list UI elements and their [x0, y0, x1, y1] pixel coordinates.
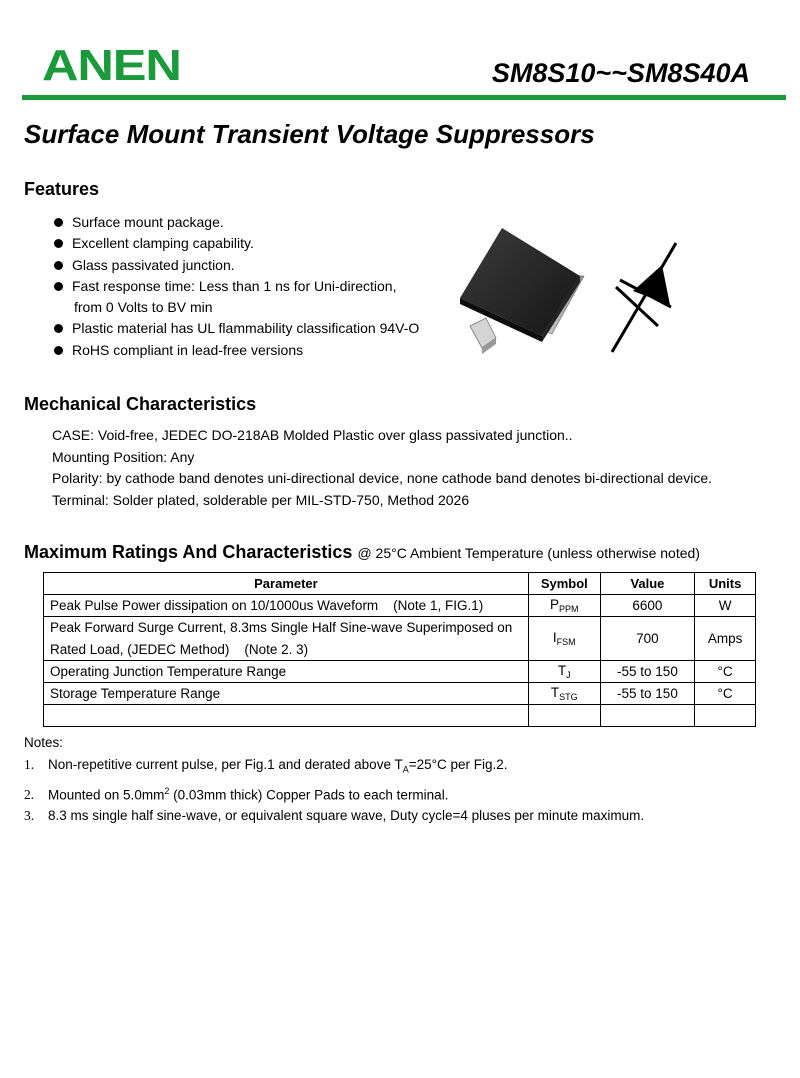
document-title: Surface Mount Transient Voltage Suppressors [24, 119, 595, 149]
notes-title: Notes: [24, 735, 64, 750]
mechanical-heading: Mechanical Characteristics [24, 394, 257, 414]
empty-cell [44, 705, 529, 727]
diode-symbol-icon [600, 240, 690, 356]
mechanical-line: Terminal: Solder plated, solderable per MIL-STD-750, Method 2026 [52, 491, 470, 508]
symbol-cell: $I_{FSM}$ [528, 617, 600, 661]
ratings-heading-text: Maximum Ratings And Characteristics [24, 542, 353, 562]
col-header-parameter: Parameter [44, 573, 529, 595]
parameter-cell: Peak Pulse Power dissipation on 10/1000us Waveform (Note 1, FIG.1) [44, 595, 529, 617]
bullet-icon [54, 218, 63, 227]
note-number: 3. [24, 808, 35, 824]
mechanical-text [52, 425, 712, 511]
feature-item-continuation: from 0 Volts to BV min [74, 299, 213, 316]
ratings-heading [24, 543, 700, 561]
empty-cell [600, 705, 694, 727]
part-number-range: SM8S10~~SM8S40A [491, 58, 750, 88]
feature-item: Plastic material has UL flammability classification 94V-O [50, 318, 419, 339]
mechanical-line: Polarity: by cathode band denotes uni-directional device, none cathode band denotes bi-directional device. [52, 470, 712, 486]
ratings-condition: @ 25°C Ambient Temperature (unless otherwise noted) [357, 545, 700, 561]
company-logo: ANEN [42, 41, 181, 90]
table-header-row [44, 573, 756, 595]
value-cell: -55 to 150 [600, 683, 694, 705]
notes-list [24, 754, 644, 826]
units-cell: Amps [695, 617, 756, 661]
empty-cell [695, 705, 756, 727]
feature-item: Glass passivated junction. [50, 255, 419, 276]
units-cell: °C [695, 683, 756, 705]
note-item: 3. 8.3 ms single half sine-wave, or equivalent square wave, Duty cycle=4 pluses per minute maximum. [24, 805, 644, 826]
features-heading: Features [24, 179, 100, 199]
bullet-icon [54, 282, 63, 291]
table-row [44, 683, 756, 705]
units-cell: W [695, 595, 756, 617]
table-row [44, 595, 756, 617]
note-item: 2. Mounted on $5.0mm^2$ (0.03mm thick) Copper Pads to each terminal. [24, 781, 644, 806]
symbol-cell: $P_{PPM}$ [528, 595, 600, 617]
parameter-cell: Storage Temperature Range [44, 683, 529, 705]
bullet-icon [54, 239, 63, 248]
bullet-icon [54, 346, 63, 355]
ratings-table [43, 572, 756, 727]
parameter-cell: Operating Junction Temperature Range [44, 661, 529, 683]
feature-item: Fast response time: Less than 1 ns for Uni-direction, [50, 276, 419, 297]
symbol-cell: $T_J$ [528, 661, 600, 683]
bullet-icon [54, 261, 63, 270]
value-cell: 700 [600, 617, 694, 661]
feature-item: Surface mount package. [50, 212, 419, 233]
col-header-units: Units [695, 573, 756, 595]
mechanical-line: CASE: Void-free, JEDEC DO-218AB Molded Plastic over glass passivated junction.. [52, 427, 573, 443]
mechanical-line: Mounting Position: Any [52, 448, 195, 465]
note-item: 1. Non-repetitive current pulse, per Fig.1 and derated above $T_A=25^\circ C$ per Fig.2. [24, 754, 644, 781]
table-row [44, 661, 756, 683]
col-header-value: Value [600, 573, 694, 595]
table-row [44, 617, 756, 661]
value-cell: -55 to 150 [600, 661, 694, 683]
feature-item: RoHS compliant in lead-free versions [50, 340, 419, 361]
parameter-cell: Peak Forward Surge Current, 8.3ms Single Half Sine-wave Superimposed on Rated Load, (JEDEC Method) (Note 2. 3) [44, 617, 529, 661]
units-cell: °C [695, 661, 756, 683]
empty-cell [528, 705, 600, 727]
package-image [452, 218, 587, 358]
table-row-empty [44, 705, 756, 727]
header-divider [22, 95, 786, 100]
col-header-symbol: Symbol [528, 573, 600, 595]
features-list [50, 212, 419, 361]
symbol-cell: $T_{STG}$ [528, 683, 600, 705]
bullet-icon [54, 324, 63, 333]
note-number: 2. [24, 787, 35, 803]
feature-item: Excellent clamping capability. [50, 233, 419, 254]
value-cell: 6600 [600, 595, 694, 617]
note-number: 1. [24, 757, 35, 772]
